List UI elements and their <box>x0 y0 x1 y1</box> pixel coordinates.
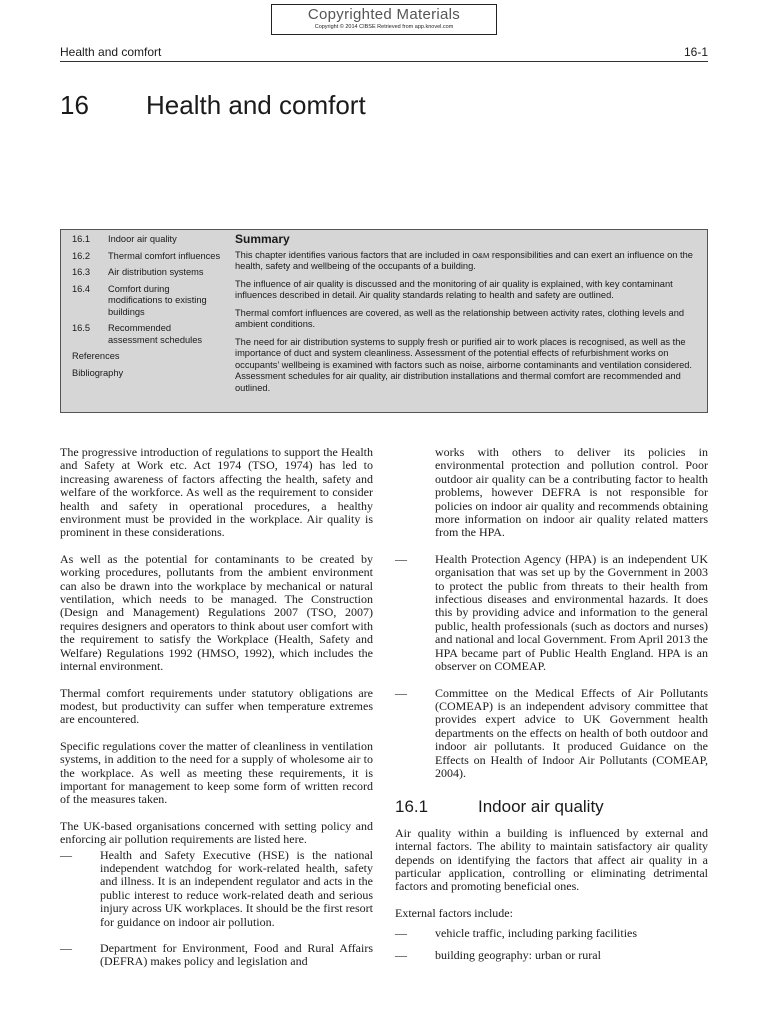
toc-label: Air distribution systems <box>108 267 204 277</box>
summary-paragraph: The influence of air quality is discussed and the monitoring of air quality is explained, with key contaminant influences described in detail. Air quality standards relating to health and safety are outlined. <box>235 278 673 300</box>
dash-marker: — <box>395 685 407 700</box>
list-item <box>395 553 708 674</box>
list-item <box>60 849 373 929</box>
toc-item <box>72 351 222 363</box>
section-heading <box>395 797 708 817</box>
list-item <box>395 927 708 940</box>
toc-item <box>72 267 222 279</box>
list-item-continuation: works with others to deliver its policies in environmental protection and pollution control. Poor outdoor air quality can be a contributing factor to health problems, however DEFRA is not responsible for policies on indoor air quality and recommends obtaining more information on indoor air quality related matters from the HPA. <box>435 445 708 540</box>
toc-label: Thermal comfort influences <box>108 250 221 261</box>
dash-marker: — <box>395 926 407 941</box>
list-item-text: vehicle traffic, including parking facilities <box>435 926 638 941</box>
body-paragraph: The progressive introduction of regulations to support the Health and Safety at Work etc. Act 1974 (TSO, 1974) has led to increasing awareness of factors affecting the health, safety and welfare of the workforce. As well as the requirement to consider health and safety in operational procedures, a healthy environment must be provided in the workplace. Air quality is prominent in these considerations. <box>60 445 373 540</box>
list-item <box>395 949 708 962</box>
toc-number: 16.1 <box>72 234 91 244</box>
section-title: Indoor air quality <box>478 797 604 817</box>
dash-marker: — <box>395 947 407 962</box>
dash-marker: — <box>60 847 72 862</box>
body-paragraph: As well as the potential for contaminants to be created by working procedures, pollutants from the ambient environment can also be drawn into the workplace by mechanical or natural ventilation, which needs to be managed. The Construction (Design and Management) Regulations 2007 (TSO, 2007) requires designers and operators to think about user comfort with the requirement to satisfy the Workplace (Health, Safety and Welfare) Regulations 1992 (HMSO, 1992), which includes the internal environment. <box>60 551 373 674</box>
body-paragraph: Air quality within a building is influenced by external and internal factors. The ability to maintain satisfactory air quality depends on identifying the factors that affect air quality in a particular application, controlling or eliminating detrimental factors and promoting beneficial ones. <box>395 825 708 894</box>
body-paragraph: Thermal comfort requirements under statutory obligations are modest, but productivity can suffer when temperature extremes are encountered. <box>60 685 373 727</box>
chapter-title: Health and comfort <box>146 90 366 120</box>
summary-text-run: O&M <box>472 250 490 260</box>
toc-label: Bibliography <box>72 367 124 378</box>
summary-box <box>60 229 708 413</box>
running-head-title: Health and comfort <box>60 45 162 59</box>
toc-label: Comfort during modifications to existing buildings <box>108 283 207 317</box>
chapter-contents <box>72 234 222 384</box>
toc-number: 16.5 <box>72 323 91 333</box>
toc-label: Recommended assessment schedules <box>108 323 203 345</box>
section-number: 16.1 <box>395 797 429 817</box>
left-column <box>60 446 373 982</box>
summary-paragraph: Thermal comfort influences are covered, as well as the relationship between activity rates, clothing levels and ambient conditions. <box>235 307 685 329</box>
list-item <box>60 942 373 969</box>
list-item-text: Committee on the Medical Effects of Air Pollutants (COMEAP) is an independent advisory committee that provides expert advice to UK Government health departments on the effects on health of both outdoor and indoor air pollutants. It produced Guidance on the Effects on Health of Indoor Air Pollutants (COMEAP, 2004). <box>435 685 708 780</box>
right-column <box>395 446 708 975</box>
list-item-text: Health Protection Agency (HPA) is an independent UK organisation that was set up by the Government in 2003 to protect the public from threats to their health from infectious diseases and environmental hazards. It does this by providing advice and information to the general public, health professionals (such as doctors and nurses) and national and local Government. From April 2013 the HPA became part of Public Health England. HPA is an observer on COMEAP. <box>435 551 708 674</box>
toc-number: 16.2 <box>72 250 91 261</box>
list-item-text: Department for Environment, Food and Rural Affairs (DEFRA) makes policy and legislation and <box>100 941 373 969</box>
copyright-stamp <box>271 4 497 35</box>
copyright-stamp-subtitle: Copyright © 2014 CIBSE Retrieved from app.knovel.com <box>314 24 454 30</box>
toc-label: References <box>72 351 120 361</box>
summary-paragraph: The need for air distribution systems to supply fresh or purified air to work places is recognised, as well as the importance of duct and system cleanliness. Assessment of the potential effects of refurbishment works on occupants’ wellbeing is examined with factors such as noise, airborne contaminants and ventilation considered. Assessment schedules for air quality, air distribution installations and thermal comfort are recommended and outlined. <box>235 336 693 393</box>
toc-item <box>72 234 222 246</box>
toc-item <box>72 251 222 263</box>
summary-text <box>235 234 699 400</box>
list-item <box>395 687 708 781</box>
toc-item <box>72 368 222 380</box>
toc-number: 16.3 <box>72 267 91 277</box>
chapter-heading <box>60 90 366 121</box>
toc-item <box>72 323 222 346</box>
chapter-number: 16 <box>60 90 89 120</box>
summary-text-run: This chapter identifies various factors that are included in <box>235 249 473 260</box>
page-number: 16-1 <box>683 45 708 59</box>
body-paragraph: Specific regulations cover the matter of cleanliness in ventilation systems, in addition to the need for a supply of wholesome air to the workplace. As well as meeting these requirements, it is important for management to keep some form of written record of the measures taken. <box>60 738 373 807</box>
header-rule <box>60 61 708 62</box>
toc-label: Indoor air quality <box>108 234 177 244</box>
dash-marker: — <box>60 941 72 955</box>
summary-text-run: responsibilities and can exert an influence on the health, safety and wellbeing of the occupants of a building. <box>235 249 693 271</box>
toc-number: 16.4 <box>72 283 91 294</box>
dash-marker: — <box>395 551 407 566</box>
summary-paragraph <box>235 250 699 273</box>
list-item-text: building geography: urban or rural <box>435 947 601 962</box>
summary-title: Summary <box>235 232 290 246</box>
body-paragraph: The UK-based organisations concerned with setting policy and enforcing air pollution requirements are listed here. <box>60 818 373 847</box>
list-item-text: Health and Safety Executive (HSE) is the national independent watchdog for work-related health, safety and illness. It is an independent regulator and acts in the public interest to reduce work-related death and serious injury across UK workplaces. It should be the first resort for guidance on indoor air pollution. <box>100 847 373 929</box>
copyright-stamp-title: Copyrighted Materials <box>307 6 461 23</box>
body-paragraph: External factors include: <box>395 905 513 920</box>
toc-item <box>72 284 222 319</box>
